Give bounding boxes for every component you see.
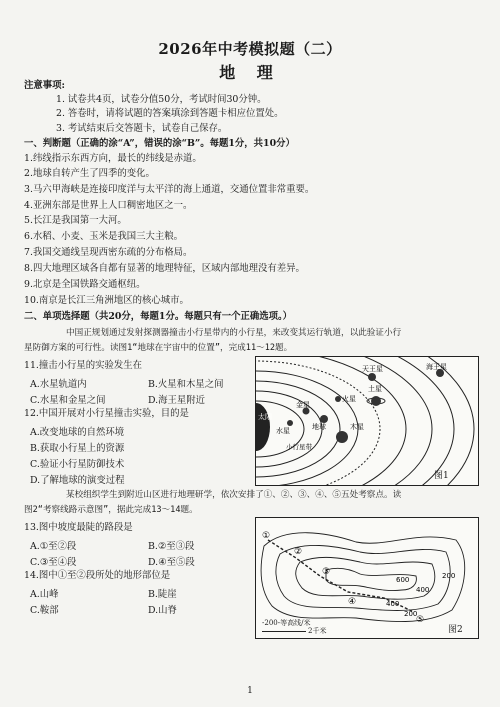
notice-heading: 注意事项: (24, 80, 65, 91)
judge-question: 7.我国交通线呈现西密东疏的分布格局。 (24, 247, 193, 258)
legend-contour: -200-等高线/米 (262, 619, 311, 627)
contour-label: 400 (416, 586, 430, 594)
notice-item: 3. 考试结束后交答题卡，试卷自己保存。 (56, 123, 228, 134)
point-4: ④ (348, 597, 357, 607)
jupiter (336, 431, 348, 443)
q11-option-d: D.海王星附近 (148, 395, 206, 406)
saturn-label: 土星 (368, 385, 382, 393)
point-2: ② (294, 547, 303, 557)
mercury (287, 420, 293, 426)
subject-title: 地 理 (219, 63, 281, 82)
mars (335, 396, 341, 402)
neptune-label: 海王星 (426, 363, 447, 371)
contour-600 (296, 557, 435, 599)
sun-label: 太阳 (258, 413, 272, 421)
figure1-solar-system (255, 356, 479, 486)
figure2-route-map (255, 517, 479, 639)
jupiter-orbit (256, 357, 406, 485)
judge-question: 4.亚洲东部是世界上人口稠密地区之一。 (24, 200, 193, 211)
point-1: ① (262, 531, 271, 541)
notice-item: 1. 试卷共4页，试卷分值50分，考试时间30分钟。 (56, 94, 267, 105)
judge-question: 2.地球自转产生了四季的变化。 (24, 168, 155, 179)
jupiter-label: 木星 (350, 423, 364, 431)
passage-line: 某校组织学生到附近山区进行地理研学，依次安排了①、②、③、④、⑤五处考察点。读 (66, 490, 402, 500)
q14-stem: 14.图中①至②段所处的地形部位是 (24, 570, 171, 581)
q13-stem: 13.图中坡度最陡的路段是 (24, 522, 133, 533)
notice-item: 2. 答卷时，请将试题的答案填涂到答题卡相应位置处。 (56, 108, 284, 119)
judge-question: 6.水稻、小麦、玉米是我国三大主粮。 (24, 231, 183, 242)
figure1-label: 图1 (434, 471, 449, 481)
point-3: ③ (322, 567, 331, 577)
q14-option-a: A.山峰 (30, 589, 59, 600)
mercury-label: 水星 (276, 427, 290, 435)
contour-label: 400 (386, 600, 400, 608)
judge-question: 3.马六甲海峡是连接印度洋与太平洋的海上通道，交通位置非常重要。 (24, 184, 315, 195)
uranus-orbit (256, 357, 454, 485)
scale-bar (262, 631, 306, 632)
contour-label: 200 (404, 610, 418, 618)
passage-line: 图2“考察线路示意图”，据此完成13～14题。 (24, 505, 198, 515)
q11-option-c: C.水星和金星之间 (30, 395, 106, 406)
earth (320, 415, 328, 423)
mars-orbit (256, 371, 358, 485)
q11-option-a: A.水星轨道内 (30, 379, 87, 390)
q11-option-b: B.火星和木星之间 (148, 379, 224, 390)
uranus-label: 天王星 (362, 365, 383, 373)
q13-option-d: D.④至⑤段 (148, 557, 195, 568)
uranus (368, 373, 376, 381)
section2-heading: 二、单项选择题（共20分，每题1分。每题只有一个正确选项。） (24, 311, 293, 322)
judge-question: 9.北京是全国铁路交通枢纽。 (24, 279, 146, 290)
q13-option-c: C.③至④段 (30, 557, 77, 568)
figure1-diagram (256, 357, 478, 485)
q12-option-c: C.验证小行星防御技术 (30, 459, 125, 470)
page-number: 1 (247, 686, 253, 696)
mars-label: 火星 (342, 395, 356, 403)
asteroid-belt-label: 小行星带 (286, 443, 312, 451)
venus-label: 金星 (296, 401, 310, 409)
sun (256, 403, 270, 451)
point-5: ⑤ (416, 615, 425, 625)
judge-question: 1.纬线指示东西方向，最长的纬线是赤道。 (24, 153, 202, 164)
section1-heading: 一、判断题（正确的涂“A”，错误的涂“B”。每题1分，共10分） (24, 138, 295, 149)
exam-title: 2026年中考模拟题（二） (158, 40, 342, 58)
figure2-label: 图2 (448, 625, 463, 635)
q14-option-c: C.鞍部 (30, 605, 59, 616)
q11-stem: 11.撞击小行星的实验发生在 (24, 360, 143, 371)
q13-option-a: A.①至②段 (30, 541, 77, 552)
legend-scale: 2千米 (308, 627, 327, 635)
judge-question: 10.南京是长江三角洲地区的核心城市。 (24, 295, 189, 306)
contour-label: 200 (442, 572, 456, 580)
q12-stem: 12.中国开展对小行星撞击实验，目的是 (24, 408, 189, 419)
passage-line: 星防御方案的可行性。读图1“地球在宇宙中的位置”，完成11～12题。 (24, 343, 293, 353)
q13-option-b: B.②至③段 (148, 541, 195, 552)
earth-label: 地球 (312, 423, 326, 431)
q14-option-d: D.山脊 (148, 605, 177, 616)
judge-question: 5.长江是我国第一大河。 (24, 215, 127, 226)
contour-label: 600 (396, 576, 410, 584)
judge-question: 8.四大地理区域各自都有显著的地理特征，区域内部地理没有差异。 (24, 263, 305, 274)
q14-option-b: B.陡崖 (148, 589, 177, 600)
q12-option-d: D.了解地球的演变过程 (30, 475, 125, 486)
passage-line: 中国正规划通过发射探测器撞击小行星带内的小行星，来改变其运行轨道，以此验证小行 (66, 328, 402, 338)
q12-option-a: A.改变地球的自然环境 (30, 427, 125, 438)
q12-option-b: B.获取小行星上的资源 (30, 443, 125, 454)
